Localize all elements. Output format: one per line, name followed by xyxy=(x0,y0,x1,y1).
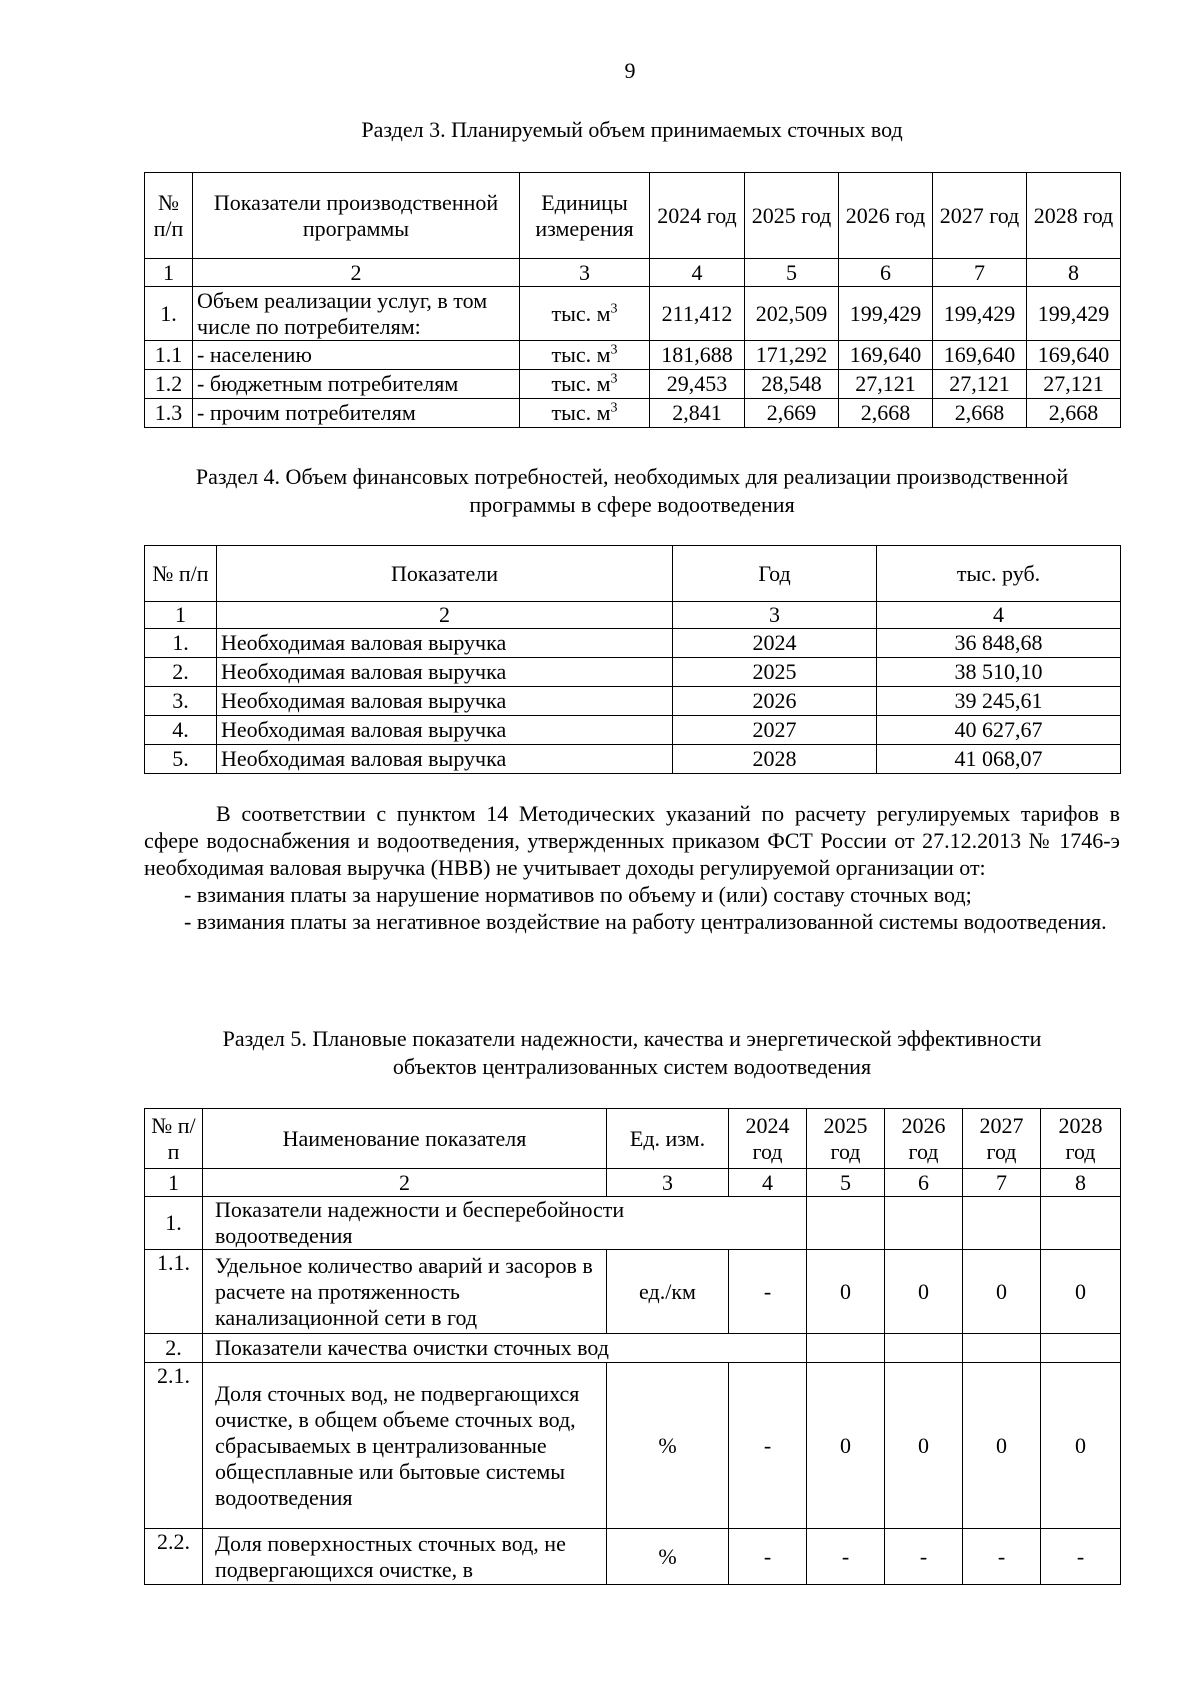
column-number: 7 xyxy=(933,259,1027,287)
section5-title xyxy=(144,1025,1120,1081)
row-value: 181,688 xyxy=(650,341,745,370)
column-number: 3 xyxy=(520,259,650,287)
column-number: 5 xyxy=(807,1169,885,1197)
header-cell: Показатели xyxy=(217,546,673,602)
row-value: 27,121 xyxy=(1027,370,1121,399)
header-cell: 2026 год xyxy=(839,173,933,259)
row-year: 2026 xyxy=(673,687,877,716)
header-cell: № п/п xyxy=(145,173,193,259)
table-row xyxy=(145,687,1121,716)
column-number: 4 xyxy=(729,1169,807,1197)
table-row xyxy=(145,658,1121,687)
row-name: Объем реализации услуг, в том числе по потребителям: xyxy=(193,287,520,341)
empty-cell xyxy=(807,1197,885,1250)
row-value: 2,841 xyxy=(650,399,745,428)
column-number: 1 xyxy=(145,1169,203,1197)
column-number: 2 xyxy=(217,602,673,629)
column-number: 5 xyxy=(745,259,839,287)
row-value: 169,640 xyxy=(933,341,1027,370)
row-year: 2024 xyxy=(673,629,877,658)
row-number: 5. xyxy=(145,745,217,774)
paragraph-main: В соответствии с пунктом 14 Методических указаний по расчету регулируемых тарифов в сфере водоснабжения и водоотведения, утвержденных приказом ФСТ России от 27.12.2013 № 1746-э необходимая валовая выручка (НВВ) не учитывает доходы регулируемой организации от: xyxy=(144,801,1120,880)
row-name: - бюджетным потребителям xyxy=(193,370,520,399)
table-row xyxy=(145,716,1121,745)
row-value: 0 xyxy=(1041,1363,1121,1529)
row-value: 29,453 xyxy=(650,370,745,399)
column-number: 4 xyxy=(650,259,745,287)
column-number: 2 xyxy=(203,1169,607,1197)
row-value: 27,121 xyxy=(839,370,933,399)
column-number: 8 xyxy=(1027,259,1121,287)
row-value: 36 848,68 xyxy=(877,629,1121,658)
row-number: 2.2. xyxy=(145,1529,203,1585)
row-value: 0 xyxy=(1041,1250,1121,1334)
empty-cell xyxy=(963,1197,1041,1250)
group-row xyxy=(145,1334,1121,1363)
table-row xyxy=(145,1529,1121,1585)
row-name: - прочим потребителям xyxy=(193,399,520,428)
row-unit: ед./км xyxy=(607,1250,729,1334)
row-value: - xyxy=(729,1250,807,1334)
body-paragraph xyxy=(144,800,1120,935)
row-number: 2. xyxy=(145,658,217,687)
row-number: 1. xyxy=(145,287,193,341)
table-row xyxy=(145,341,1121,370)
section5-title-line2: объектов централизованных систем водоотведения xyxy=(392,1054,872,1079)
row-value: 2,668 xyxy=(933,399,1027,428)
row-value: 28,548 xyxy=(745,370,839,399)
column-number-row xyxy=(145,602,1121,629)
row-name: - населению xyxy=(193,341,520,370)
row-value: 171,292 xyxy=(745,341,839,370)
row-value: - xyxy=(885,1529,963,1585)
row-name: Доля поверхностных сточных вод, не подвергающихся очистке, в xyxy=(203,1529,607,1585)
header-cell: 2028 год xyxy=(1027,173,1121,259)
row-unit: % xyxy=(607,1363,729,1529)
column-number: 8 xyxy=(1041,1169,1121,1197)
row-value: 199,429 xyxy=(1027,287,1121,341)
row-year: 2028 xyxy=(673,745,877,774)
row-unit: % xyxy=(607,1529,729,1585)
table-row xyxy=(145,399,1121,428)
row-value: 0 xyxy=(885,1250,963,1334)
header-cell: Показатели производственной программы xyxy=(193,173,520,259)
row-unit: тыс. $м^3$ xyxy=(520,370,650,399)
row-value: - xyxy=(1041,1529,1121,1585)
empty-cell xyxy=(729,1334,807,1363)
table-row xyxy=(145,745,1121,774)
empty-cell xyxy=(885,1334,963,1363)
table-row xyxy=(145,287,1121,341)
header-cell: 2028 год xyxy=(1041,1109,1121,1169)
column-number-row xyxy=(145,1169,1121,1197)
paragraph-bullet-1: - взимания платы за нарушение нормативов по объему и (или) составу сточных вод; xyxy=(184,882,972,907)
row-year: 2025 xyxy=(673,658,877,687)
header-cell: Ед. изм. xyxy=(607,1109,729,1169)
row-unit: тыс. $м^3$ xyxy=(520,341,650,370)
section5-title-line1: Раздел 5. Плановые показатели надежности, качества и энергетической эффективности xyxy=(222,1026,1042,1051)
column-number: 1 xyxy=(145,602,217,629)
column-number: 3 xyxy=(673,602,877,629)
row-value: 40 627,67 xyxy=(877,716,1121,745)
row-value: 0 xyxy=(963,1363,1041,1529)
row-value: 169,640 xyxy=(1027,341,1121,370)
row-value: - xyxy=(729,1363,807,1529)
row-number: 1.1 xyxy=(145,341,193,370)
column-number: 3 xyxy=(607,1169,729,1197)
section4-title-line1: Раздел 4. Объем финансовых потребностей, необходимых для реализации производственной xyxy=(195,464,1069,489)
section5-table xyxy=(144,1108,1121,1585)
header-cell: 2024 год xyxy=(729,1109,807,1169)
row-value: 211,412 xyxy=(650,287,745,341)
group-name: Показатели качества очистки сточных вод xyxy=(203,1334,729,1363)
row-value: 202,509 xyxy=(745,287,839,341)
row-value: 27,121 xyxy=(933,370,1027,399)
row-value: 38 510,10 xyxy=(877,658,1121,687)
section4-title xyxy=(144,463,1120,519)
row-value: - xyxy=(963,1529,1041,1585)
column-number: 4 xyxy=(877,602,1121,629)
row-number: 1. xyxy=(145,629,217,658)
table-row xyxy=(145,370,1121,399)
header-cell: тыс. руб. xyxy=(877,546,1121,602)
header-cell: Год xyxy=(673,546,877,602)
group-number: 1. xyxy=(145,1197,203,1250)
header-cell: № п/п xyxy=(145,546,217,602)
table-row xyxy=(145,1250,1121,1334)
row-value: 199,429 xyxy=(933,287,1027,341)
empty-cell xyxy=(1041,1334,1121,1363)
table-row xyxy=(145,1363,1121,1529)
group-number: 2. xyxy=(145,1334,203,1363)
row-value: - xyxy=(807,1529,885,1585)
group-name: Показатели надежности и бесперебойности водоотведения xyxy=(203,1197,729,1250)
row-number: 2.1. xyxy=(145,1363,203,1529)
header-cell: 2025 год xyxy=(807,1109,885,1169)
row-name: Необходимая валовая выручка xyxy=(217,658,673,687)
table-header-row xyxy=(145,173,1121,259)
column-number: 6 xyxy=(839,259,933,287)
row-number: 1.1. xyxy=(145,1250,203,1334)
row-name: Необходимая валовая выручка xyxy=(217,745,673,774)
section4-table xyxy=(144,545,1121,774)
empty-cell xyxy=(729,1197,807,1250)
row-value: 169,640 xyxy=(839,341,933,370)
section3-table xyxy=(144,172,1121,428)
table-row xyxy=(145,629,1121,658)
row-name: Необходимая валовая выручка xyxy=(217,716,673,745)
row-name: Необходимая валовая выручка xyxy=(217,629,673,658)
header-cell: 2027 год xyxy=(933,173,1027,259)
column-number: 2 xyxy=(193,259,520,287)
row-year: 2027 xyxy=(673,716,877,745)
row-number: 4. xyxy=(145,716,217,745)
group-row xyxy=(145,1197,1121,1250)
row-value: 41 068,07 xyxy=(877,745,1121,774)
row-value: 2,668 xyxy=(839,399,933,428)
header-cell: 2025 год xyxy=(745,173,839,259)
empty-cell xyxy=(807,1334,885,1363)
row-value: 2,668 xyxy=(1027,399,1121,428)
row-number: 1.3 xyxy=(145,399,193,428)
section4-title-line2: программы в сфере водоотведения xyxy=(469,492,795,517)
header-cell: Единицы измерения xyxy=(520,173,650,259)
column-number: 1 xyxy=(145,259,193,287)
table-header-row xyxy=(145,1109,1121,1169)
empty-cell xyxy=(963,1334,1041,1363)
row-value: 39 245,61 xyxy=(877,687,1121,716)
header-cell: Наименование показателя xyxy=(203,1109,607,1169)
row-value: 2,669 xyxy=(745,399,839,428)
row-value: 0 xyxy=(963,1250,1041,1334)
empty-cell xyxy=(1041,1197,1121,1250)
row-value: 0 xyxy=(885,1363,963,1529)
row-name: Удельное количество аварий и засоров в расчете на протяженность канализационной сети в год xyxy=(203,1250,607,1334)
row-value: - xyxy=(729,1529,807,1585)
section3-title: Раздел 3. Планируемый объем принимаемых сточных вод xyxy=(361,117,903,142)
table-header-row xyxy=(145,546,1121,602)
header-cell: 2024 год xyxy=(650,173,745,259)
column-number: 7 xyxy=(963,1169,1041,1197)
empty-cell xyxy=(885,1197,963,1250)
column-number-row xyxy=(145,259,1121,287)
row-number: 1.2 xyxy=(145,370,193,399)
header-cell: 2027 год xyxy=(963,1109,1041,1169)
row-value: 199,429 xyxy=(839,287,933,341)
page-number: 9 xyxy=(624,58,636,83)
column-number: 6 xyxy=(885,1169,963,1197)
paragraph-bullet-2: - взимания платы за негативное воздействие на работу централизованной системы водоотведения. xyxy=(184,909,1107,934)
row-name: Доля сточных вод, не подвергающихся очистке, в общем объеме сточных вод, сбрасываемых в централизованные общесплавные или бытовые системы водоотведения xyxy=(203,1363,607,1529)
row-value: 0 xyxy=(807,1363,885,1529)
row-unit: тыс. $м^3$ xyxy=(520,287,650,341)
header-cell: № п/п xyxy=(145,1109,203,1169)
row-value: 0 xyxy=(807,1250,885,1334)
row-number: 3. xyxy=(145,687,217,716)
header-cell: 2026 год xyxy=(885,1109,963,1169)
row-unit: тыс. $м^3$ xyxy=(520,399,650,428)
row-name: Необходимая валовая выручка xyxy=(217,687,673,716)
